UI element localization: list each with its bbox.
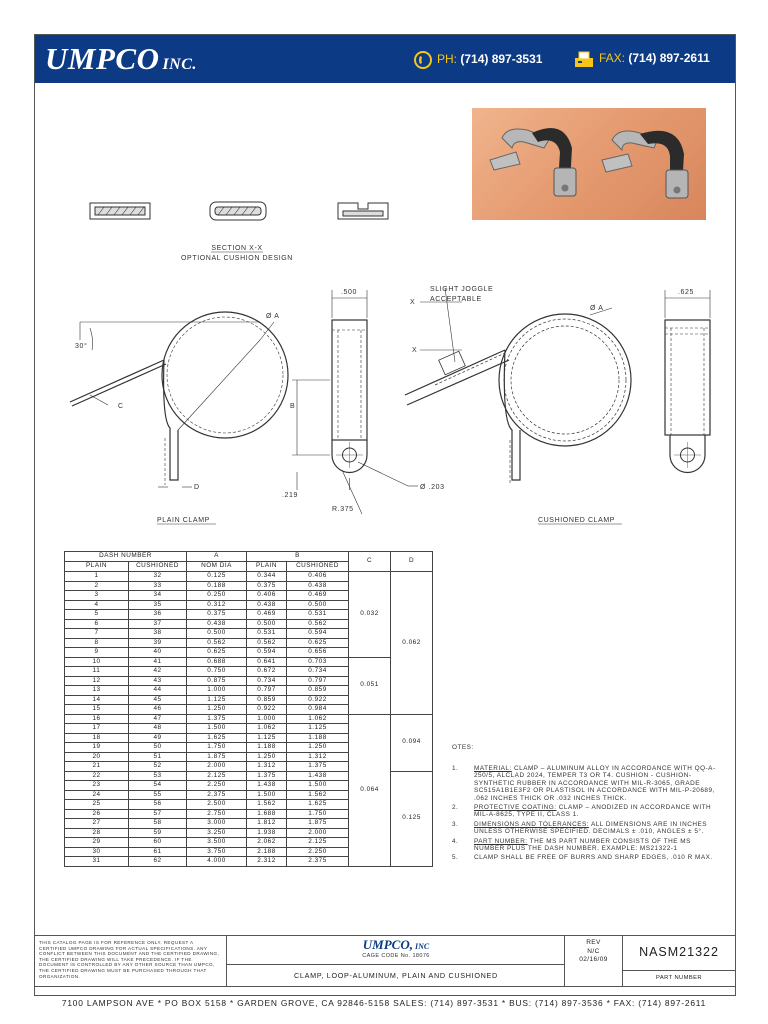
note-number: 5. [452,854,459,862]
part-description: CLAMP, LOOP-ALUMINUM, PLAIN AND CUSHIONED [294,971,498,980]
table-cell: 2.375 [287,857,349,867]
table-cell: 0.797 [247,686,287,696]
d-value-cell: 0.062 [391,572,433,715]
title-block-logo: UMPCO, INC [362,937,430,952]
table-row [65,572,433,582]
notes-section [452,744,722,864]
table-cell: 1.625 [287,800,349,810]
table-cell: 0.594 [247,648,287,658]
disclaimer-text: THIS CATALOG PAGE IS FOR REFERENCE ONLY. REQUEST A CERTIFIED UMPCO DRAWING FOR ACTUAL SPECIFICATIONS. ANY CONFLICT BETWEEN THIS DOCUMENT AND THE CERTIFIED DRAWING, THE CERTIFIED DRAWING WILL TAKE PRECEDENCE. IF THE DOCUMENT IS CONTROLLED BY ANY OTHER SOURCE THAN UMPCO, THE CERTIFIED DRAWING MUST BE PURCHASED THROUGH THAT ORGANIZATION. [35,936,227,986]
table-cell: 1.125 [287,724,349,734]
table-cell: 21 [65,762,129,772]
table-cell: 26 [65,809,129,819]
dim-625-label: .625 [678,289,695,296]
section-title: SECTION X-X [211,245,263,252]
title-block [34,935,736,987]
table-cell: 0.344 [247,572,287,582]
table-cell: 0.312 [187,600,247,610]
note-number: 2. [452,804,459,812]
table-cell: 43 [129,676,187,686]
table-cell: 44 [129,686,187,696]
c-value-cell: 0.051 [349,657,391,714]
table-cell: 0.406 [247,591,287,601]
plain-clamp-front-view [292,290,418,514]
cage-code: CAGE CODE No. 18076 [362,953,430,959]
table-cell: 3.250 [187,828,247,838]
table-cell: 1.000 [247,714,287,724]
table-cell: 1.000 [187,686,247,696]
header-plain: PLAIN [65,562,129,572]
table-cell: 1.438 [287,771,349,781]
dim-b-label: B [290,403,296,410]
table-cell: 60 [129,838,187,848]
table-cell: 1.875 [287,819,349,829]
clamp-photo-1 [490,128,576,196]
dim-500-label: .500 [341,289,358,296]
table-cell: 33 [129,581,187,591]
table-cell: 0.500 [287,600,349,610]
technical-drawing [60,190,740,530]
fax-icon [573,50,595,68]
d-value-cell: 0.094 [391,714,433,771]
note-text: THE MS PART NUMBER CONSISTS OF THE MS NUMBER PLUS THE DASH NUMBER. EXAMPLE: MS21322-1 [474,837,691,853]
table-cell: 0.500 [247,619,287,629]
table-cell: 0.562 [287,619,349,629]
table-cell: 17 [65,724,129,734]
table-cell: 1.938 [247,828,287,838]
dim-a-cushioned-label: Ø A [590,305,604,312]
table-cell: 42 [129,667,187,677]
table-cell: 1.750 [187,743,247,753]
table-cell: 1 [65,572,129,582]
table-cell: 29 [65,838,129,848]
table-cell: 1.875 [187,752,247,762]
table-cell: 49 [129,733,187,743]
table-cell: 2.750 [187,809,247,819]
table-cell: 0.250 [187,591,247,601]
table-cell: 0.406 [287,572,349,582]
note-text: CLAMP – ALUMINUM ALLOY IN ACCORDANCE WITH QQ-A-250/5, ALCLAD 2024, TEMPER T3 OR T4. CUSHION - CUSHION-SYNTHETIC RUBBER IN ACCORDANCE WITH MIL-R-3065, GRADE SC515A1B1E3F2 OR PLASTISOL IN ACCORDANCE WITH MIL-P-20689, .062 INCHES THICK OR .032 INCHES THICK. [474,765,716,802]
dim-a-label: Ø A [266,313,280,320]
table-cell: 59 [129,828,187,838]
phone-contact: PH: (714) 897-3531 [413,50,542,70]
table-cell: 1.125 [187,695,247,705]
table-cell: 1.188 [287,733,349,743]
table-cell: 1.500 [247,790,287,800]
table-cell: 25 [65,800,129,810]
x-mark-top: X [410,299,416,306]
table-cell: 34 [129,591,187,601]
table-cell: 0.375 [187,610,247,620]
note-heading: PROTECTIVE COATING: [474,804,557,812]
table-cell: 12 [65,676,129,686]
table-cell: 1.562 [287,790,349,800]
table-cell: 38 [129,629,187,639]
phone-icon [413,50,433,70]
note-heading: DIMENSIONS AND TOLERANCES: [474,820,590,828]
table-cell: 13 [65,686,129,696]
revision-block [565,936,623,986]
cushioned-clamp-side-view [405,288,631,485]
table-cell: 3.750 [187,847,247,857]
table-cell: 32 [129,572,187,582]
table-cell: 41 [129,657,187,667]
table-cell: 58 [129,819,187,829]
table-cell: 0.875 [187,676,247,686]
table-cell: 0.750 [187,667,247,677]
table-cell: 1.312 [287,752,349,762]
table-cell: 22 [65,771,129,781]
dim-d-label: D [194,484,200,491]
table-cell: 0.594 [287,629,349,639]
note-item [452,838,722,853]
plain-clamp-label: PLAIN CLAMP [157,517,210,524]
table-cell: 0.922 [287,695,349,705]
table-cell: 1.750 [287,809,349,819]
table-cell: 53 [129,771,187,781]
table-cell: 50 [129,743,187,753]
company-logo: UMPCO INC. [45,41,197,76]
table-cell: 0.438 [187,619,247,629]
c-value-cell: 0.064 [349,714,391,866]
dim-203-label: Ø .203 [420,484,445,491]
table-cell: 2.250 [187,781,247,791]
table-cell: 18 [65,733,129,743]
table-cell: 0.641 [247,657,287,667]
section-subtitle: OPTIONAL CUSHION DESIGN [181,255,293,262]
angle-label: 30° [75,343,88,350]
table-cell: 2.375 [187,790,247,800]
table-cell: 5 [65,610,129,620]
header-b-plain: PLAIN [247,562,287,572]
table-cell: 1.500 [287,781,349,791]
table-cell: 1.375 [287,762,349,772]
table-cell: 1.625 [187,733,247,743]
header-dash-number: DASH NUMBER [65,552,187,562]
table-cell: 1.250 [187,705,247,715]
note-heading: PART NUMBER: [474,837,528,845]
table-cell: 14 [65,695,129,705]
table-cell: 0.734 [247,676,287,686]
rev-value: N/C [587,947,600,955]
table-row [65,657,433,667]
header-cushioned: CUSHIONED [129,562,187,572]
header-b: B [247,552,349,562]
table-cell: 15 [65,705,129,715]
table-cell: 2.062 [247,838,287,848]
table-cell: 9 [65,648,129,658]
table-cell: 0.375 [247,581,287,591]
table-cell: 0.797 [287,676,349,686]
dim-219-label: .219 [282,492,299,499]
note-number: 1. [452,765,459,772]
table-cell: 0.859 [247,695,287,705]
table-cell: 20 [65,752,129,762]
header-c: C [349,552,391,572]
table-cell: 2.188 [247,847,287,857]
table-cell: 0.531 [287,610,349,620]
table-cell: 23 [65,781,129,791]
table-cell: 6 [65,619,129,629]
table-cell: 1.250 [287,743,349,753]
table-cell: 2 [65,581,129,591]
part-number: NASM21322 [639,945,719,959]
table-cell: 51 [129,752,187,762]
table-cell: 37 [129,619,187,629]
table-cell: 0.531 [247,629,287,639]
table-cell: 0.469 [247,610,287,620]
table-cell: 0.125 [187,572,247,582]
header-nom-dia: NOM DIA [187,562,247,572]
table-cell: 61 [129,847,187,857]
table-cell: 24 [65,790,129,800]
table-cell: 39 [129,638,187,648]
table-cell: 57 [129,809,187,819]
cushioned-clamp-front-view [665,290,710,473]
table-cell: 1.500 [187,724,247,734]
table-cell: 2.500 [187,800,247,810]
table-cell: 0.469 [287,591,349,601]
table-cell: 11 [65,667,129,677]
note-item [452,854,722,861]
note-number: 3. [452,820,459,828]
table-cell: 56 [129,800,187,810]
d-value-cell: 0.125 [391,771,433,866]
table-cell: 27 [65,819,129,829]
table-cell: 0.672 [247,667,287,677]
note-item [452,765,722,802]
table-cell: 10 [65,657,129,667]
joggle-label-1: SLIGHT JOGGLE [430,286,494,293]
table-cell: 3.500 [187,838,247,848]
table-cell: 45 [129,695,187,705]
table-cell: 0.562 [187,638,247,648]
table-cell: 2.125 [187,771,247,781]
note-heading: MATERIAL: [474,765,512,772]
c-value-cell: 0.032 [349,572,391,658]
table-cell: 1.812 [247,819,287,829]
header-b-cushioned: CUSHIONED [287,562,349,572]
notes-title: OTES: [452,744,474,751]
x-mark-bottom: X [412,347,418,354]
dim-c-label: C [118,403,124,410]
table-cell: 0.500 [187,629,247,639]
section-profile-3 [338,203,388,219]
cushioned-clamp-label: CUSHIONED CLAMP [538,517,616,524]
dim-r375-label: R.375 [332,506,354,513]
header-a: A [187,552,247,562]
table-cell: 48 [129,724,187,734]
table-cell: 1.375 [247,771,287,781]
note-text: ALL DIMENSIONS ARE IN INCHES UNLESS OTHERWISE SPECIFIED. DECIMALS ± .010, ANGLES ± 5°. [474,820,708,836]
table-row [65,714,433,724]
table-cell: 36 [129,610,187,620]
table-cell: 0.438 [247,600,287,610]
table-cell: 0.859 [287,686,349,696]
table-cell: 19 [65,743,129,753]
table-cell: 0.688 [187,657,247,667]
table-cell: 0.703 [287,657,349,667]
table-cell: 2.250 [287,847,349,857]
table-header-row-1 [65,552,433,562]
table-cell: 2.000 [287,828,349,838]
table-cell: 0.656 [287,648,349,658]
table-cell: 46 [129,705,187,715]
header-bar [35,35,735,83]
plain-clamp-side-view [70,312,288,487]
table-cell: 1.375 [187,714,247,724]
table-cell: 0.625 [287,638,349,648]
table-cell: 0.625 [187,648,247,658]
table-cell: 16 [65,714,129,724]
section-profile-1 [90,203,150,219]
table-cell: 7 [65,629,129,639]
part-number-label: PART NUMBER [623,970,735,981]
note-item [452,804,722,819]
fax-contact: FAX: (714) 897-2611 [573,50,710,68]
table-cell: 0.734 [287,667,349,677]
table-cell: 1.125 [247,733,287,743]
table-cell: 0.922 [247,705,287,715]
table-cell: 30 [65,847,129,857]
table-cell: 4 [65,600,129,610]
table-cell: 0.984 [287,705,349,715]
note-text: CLAMP – ANODIZED IN ACCORDANCE WITH MIL-A-8625, TYPE II, CLASS 1. [474,804,712,819]
table-cell: 1.062 [247,724,287,734]
table-cell: 1.188 [247,743,287,753]
table-cell: 3.000 [187,819,247,829]
section-profile-2 [210,202,266,220]
table-cell: 1.438 [247,781,287,791]
table-cell: 54 [129,781,187,791]
rev-label: REV [586,939,601,946]
table-cell: 0.188 [187,581,247,591]
footer-address: 7100 LAMPSON AVE * PO BOX 5158 * GARDEN GROVE, CA 92846-5158 SALES: (714) 897-3531 * BUS: (714) 897-3536 * FAX: (714) 897-2611 [61,998,707,1008]
joggle-label-2: ACCEPTABLE [430,296,482,303]
table-cell: 0.562 [247,638,287,648]
table-cell: 52 [129,762,187,772]
table-cell: 55 [129,790,187,800]
rev-date: 02/16/09 [579,956,608,963]
table-cell: 40 [129,648,187,658]
table-cell: 31 [65,857,129,867]
part-number-block [623,936,735,986]
table-cell: 2.312 [247,857,287,867]
table-cell: 35 [129,600,187,610]
note-item [452,821,722,836]
title-block-center [227,936,565,986]
note-text: CLAMP SHALL BE FREE OF BURRS AND SHARP EDGES, .010 R MAX. [474,854,713,862]
table-cell: 0.438 [287,581,349,591]
table-cell: 4.000 [187,857,247,867]
table-cell: 28 [65,828,129,838]
table-cell: 1.562 [247,800,287,810]
table-cell: 8 [65,638,129,648]
clamp-photo-2 [602,131,688,198]
dash-number-table [64,551,433,867]
table-cell: 1.312 [247,762,287,772]
note-number: 4. [452,837,459,845]
table-cell: 2.125 [287,838,349,848]
table-cell: 3 [65,591,129,601]
header-d: D [391,552,433,572]
table-cell: 47 [129,714,187,724]
table-cell: 2.000 [187,762,247,772]
table-cell: 1.688 [247,809,287,819]
table-cell: 1.062 [287,714,349,724]
table-cell: 1.250 [247,752,287,762]
table-cell: 62 [129,857,187,867]
